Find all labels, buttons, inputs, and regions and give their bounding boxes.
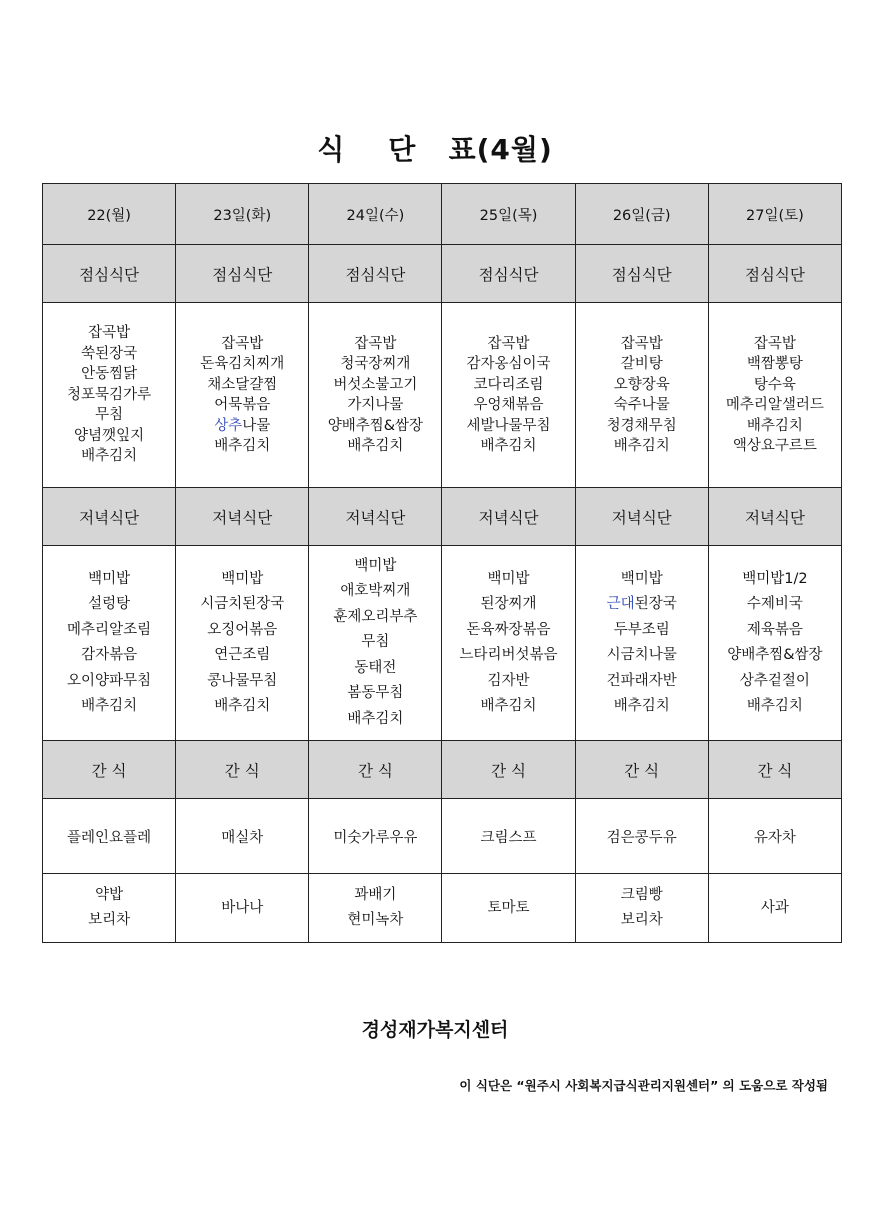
menu-item: 갈비탕 xyxy=(620,356,663,372)
menu-item: 백짬뽕탕 xyxy=(746,356,803,372)
menu-items xyxy=(709,334,841,457)
menu-cell xyxy=(309,546,442,741)
menu-item: 우엉채볶음 xyxy=(473,397,544,413)
menu-items xyxy=(309,554,441,733)
menu-item: 버섯소불고기 xyxy=(333,376,418,393)
menu-cell xyxy=(442,874,575,943)
menu-cell xyxy=(708,546,841,741)
menu-items xyxy=(176,896,308,921)
menu-item: 크림빵 xyxy=(620,887,663,903)
menu-item: 돈육김치찌개 xyxy=(200,356,285,372)
menu-item: 돈육짜장볶음 xyxy=(466,621,551,638)
menu-items xyxy=(309,334,441,457)
menu-item: 코다리조림 xyxy=(473,376,544,393)
menu-cell xyxy=(43,874,176,943)
day-header: 26일(금) xyxy=(575,184,708,245)
highlighted-text: 상추 xyxy=(214,417,243,434)
menu-item: 청경채무침 xyxy=(606,417,677,434)
lunch-label: 점심식단 xyxy=(575,245,708,303)
menu-item: 백미밥 xyxy=(354,557,397,574)
snack-item: 크림스프 xyxy=(442,799,575,874)
snack-item: 검은콩두유 xyxy=(575,799,708,874)
snack-label: 간 식 xyxy=(442,741,575,799)
menu-cell xyxy=(708,874,841,943)
snack-item: 매실차 xyxy=(176,799,309,874)
menu-item: 배추김치 xyxy=(613,698,670,714)
menu-item: 무침 xyxy=(361,634,390,651)
lunch-menu-row xyxy=(43,303,842,488)
menu-items xyxy=(709,567,841,720)
menu-items xyxy=(43,883,175,933)
meal-plan-table xyxy=(42,183,842,943)
menu-item: 메추리알샐러드 xyxy=(725,397,824,413)
day-header: 23일(화) xyxy=(176,184,309,245)
menu-item: 액상요구르트 xyxy=(732,438,817,454)
menu-item: 김자반 xyxy=(487,672,530,689)
menu-item: 청포묵김가루 xyxy=(67,386,152,403)
menu-item: 배추김치 xyxy=(480,438,537,454)
menu-item: 제육볶음 xyxy=(746,621,803,638)
menu-cell xyxy=(309,303,442,488)
menu-item: 근대된장국 xyxy=(606,596,677,612)
menu-items xyxy=(309,883,441,933)
day-header: 22(월) xyxy=(43,184,176,245)
menu-item: 시금치된장국 xyxy=(200,596,285,612)
lunch-label-row xyxy=(43,245,842,303)
menu-item: 세발나물무침 xyxy=(466,417,551,434)
lunch-label: 점심식단 xyxy=(176,245,309,303)
menu-items xyxy=(43,567,175,720)
lunch-label: 점심식단 xyxy=(708,245,841,303)
menu-item: 상추겉절이 xyxy=(739,672,810,689)
dinner-menu-row xyxy=(43,546,842,741)
menu-item: 꽈배기 xyxy=(354,887,397,903)
menu-item: 배추김치 xyxy=(81,698,138,714)
menu-item: 배추김치 xyxy=(214,698,271,714)
menu-item: 배추김치 xyxy=(746,417,803,434)
menu-item: 쑥된장국 xyxy=(81,345,138,362)
menu-cell xyxy=(442,546,575,741)
day-header: 25일(목) xyxy=(442,184,575,245)
menu-item: 느타리버섯볶음 xyxy=(459,647,558,663)
menu-items xyxy=(442,334,574,457)
menu-item: 수제비국 xyxy=(746,596,803,612)
menu-cell xyxy=(176,303,309,488)
day-header-row xyxy=(43,184,842,245)
dinner-label: 저녁식단 xyxy=(708,488,841,546)
menu-item: 잡곡밥 xyxy=(88,325,131,342)
dinner-label: 저녁식단 xyxy=(43,488,176,546)
menu-cell xyxy=(176,546,309,741)
menu-item: 배추김치 xyxy=(214,438,271,454)
menu-item: 건파래자반 xyxy=(606,672,677,689)
menu-item: 채소달걀찜 xyxy=(207,376,278,393)
menu-items xyxy=(442,567,574,720)
menu-item: 양배추찜&쌈장 xyxy=(327,417,424,434)
menu-item: 메추리알조림 xyxy=(67,621,152,638)
menu-item: 백미밥 xyxy=(620,570,663,587)
day-header: 24일(수) xyxy=(309,184,442,245)
snack-label: 간 식 xyxy=(309,741,442,799)
dinner-label: 저녁식단 xyxy=(176,488,309,546)
menu-item: 청국장찌개 xyxy=(340,356,411,372)
menu-item: 배추김치 xyxy=(480,698,537,714)
menu-item: 연근조림 xyxy=(214,647,271,663)
menu-item: 백미밥 xyxy=(487,570,530,587)
menu-item: 상추나물 xyxy=(214,417,271,434)
menu-item: 배추김치 xyxy=(746,698,803,714)
menu-item: 배추김치 xyxy=(347,710,404,727)
snack-label: 간 식 xyxy=(43,741,176,799)
menu-item: 시금치나물 xyxy=(606,647,677,663)
menu-item: 잡곡밥 xyxy=(221,335,264,352)
menu-cell xyxy=(176,874,309,943)
menu-item: 두부조림 xyxy=(613,621,670,638)
snack-label-row xyxy=(43,741,842,799)
page-title: 식 단 표(4월) xyxy=(317,133,553,166)
lunch-label: 점심식단 xyxy=(43,245,176,303)
menu-item: 탕수육 xyxy=(753,376,796,393)
day-header: 27일(토) xyxy=(708,184,841,245)
menu-item: 잡곡밥 xyxy=(753,335,796,352)
snack-item: 유자차 xyxy=(708,799,841,874)
menu-items xyxy=(576,567,708,720)
menu-item: 무침 xyxy=(95,407,124,424)
menu-item: 된장찌개 xyxy=(480,596,537,612)
menu-item: 백미밥1/2 xyxy=(742,570,808,587)
menu-item: 어묵볶음 xyxy=(214,397,271,413)
menu-item: 오향장육 xyxy=(613,376,670,393)
menu-item: 배추김치 xyxy=(81,448,138,465)
menu-items xyxy=(576,883,708,933)
menu-item: 숙주나물 xyxy=(613,397,670,413)
dinner-label-row xyxy=(43,488,842,546)
menu-item: 약밥 xyxy=(95,887,124,903)
menu-item: 감자볶음 xyxy=(81,647,138,663)
menu-cell xyxy=(575,874,708,943)
menu-item: 백미밥 xyxy=(221,570,264,587)
menu-item: 안동찜닭 xyxy=(81,366,138,383)
menu-items xyxy=(442,896,574,921)
menu-items xyxy=(176,567,308,720)
menu-item: 현미녹차 xyxy=(347,912,404,928)
menu-items xyxy=(709,896,841,921)
snack-label: 간 식 xyxy=(708,741,841,799)
snack-row-2 xyxy=(43,874,842,943)
menu-item: 가지나물 xyxy=(347,397,404,413)
dinner-label: 저녁식단 xyxy=(575,488,708,546)
snack-label: 간 식 xyxy=(176,741,309,799)
menu-items xyxy=(176,334,308,457)
menu-item: 토마토 xyxy=(487,899,530,916)
menu-item: 봄동무침 xyxy=(347,685,404,702)
menu-item: 잡곡밥 xyxy=(354,335,397,352)
menu-items xyxy=(576,334,708,457)
snack-item: 미숫가루우유 xyxy=(309,799,442,874)
highlighted-text: 근대 xyxy=(606,596,635,612)
lunch-label: 점심식단 xyxy=(442,245,575,303)
menu-item: 잡곡밥 xyxy=(487,335,530,352)
dinner-label: 저녁식단 xyxy=(442,488,575,546)
menu-cell xyxy=(708,303,841,488)
snack-item: 플레인요플레 xyxy=(43,799,176,874)
snack-row-1 xyxy=(43,799,842,874)
menu-cell xyxy=(43,546,176,741)
dinner-label: 저녁식단 xyxy=(309,488,442,546)
menu-item: 양념깻잎지 xyxy=(74,427,145,444)
menu-item: 오징어볶음 xyxy=(207,621,278,638)
menu-item: 사과 xyxy=(760,899,789,916)
menu-item: 바나나 xyxy=(221,899,264,916)
footnote: 이 식단은 “원주시 사회복지급식관리지원센터” 의 도움으로 작성됨 xyxy=(459,1078,828,1093)
center-name: 경성재가복지센터 xyxy=(361,1019,509,1041)
menu-item: 보리차 xyxy=(88,912,131,928)
menu-cell xyxy=(309,874,442,943)
menu-item: 오이양파무침 xyxy=(67,672,152,689)
menu-item: 배추김치 xyxy=(613,438,670,454)
menu-item: 백미밥 xyxy=(88,570,131,587)
lunch-label: 점심식단 xyxy=(309,245,442,303)
menu-cell xyxy=(442,303,575,488)
menu-cell xyxy=(43,303,176,488)
menu-item: 애호박찌개 xyxy=(340,583,411,600)
menu-cell xyxy=(575,546,708,741)
menu-item: 보리차 xyxy=(620,912,663,928)
menu-item: 감자옹심이국 xyxy=(466,356,551,372)
menu-item: 콩나물무침 xyxy=(207,672,278,689)
snack-label: 간 식 xyxy=(575,741,708,799)
menu-item: 양배추찜&쌈장 xyxy=(727,647,823,663)
menu-item: 배추김치 xyxy=(347,438,404,454)
menu-cell xyxy=(575,303,708,488)
menu-item: 잡곡밥 xyxy=(620,335,663,352)
menu-item: 설렁탕 xyxy=(88,596,131,612)
menu-items xyxy=(43,323,175,467)
menu-item: 훈제오리부추 xyxy=(333,608,418,625)
menu-item: 동태전 xyxy=(354,659,397,676)
